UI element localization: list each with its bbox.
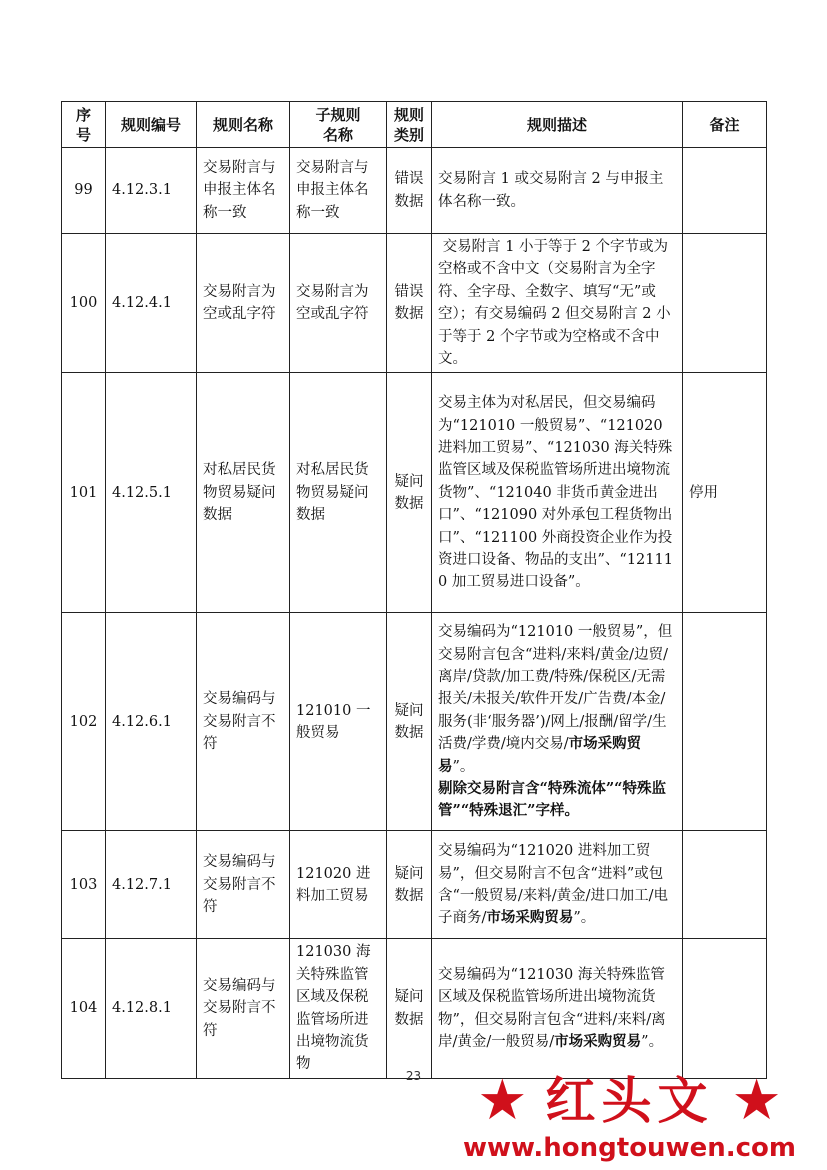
row-note bbox=[683, 613, 767, 831]
table-row bbox=[62, 613, 767, 831]
row-code: 4.12.8.1 bbox=[106, 939, 197, 1078]
page-number: 23 bbox=[405, 1069, 422, 1083]
table-row bbox=[62, 148, 767, 234]
row-index: 103 bbox=[62, 831, 106, 939]
row-sub-name: 交易附言与申报主体名称一致 bbox=[290, 148, 387, 234]
header-type: 规则 类别 bbox=[387, 102, 432, 148]
row-sub-name: 交易附言为空或乱字符 bbox=[290, 234, 387, 373]
row-desc: 交易附言 1 小于等于 2 个字节或为空格或不含中文（交易附言为全字符、全字母、全数字、填写“无”或空）；有交易编码 2 但交易附言 2 小于等于 2 个字节或为空格或不含中文。 bbox=[432, 234, 683, 373]
desc-text: 交易编码为“121010 一般贸易”，但交易附言包含“进料/来料/黄金/边贸/离岸/贷款/加工费/特殊/保税区/无需报关/未报关/软件开发/广告费/本金/服务(非‘服务器’)/网上/报酬/留学/生活费/学费/境内交易/ bbox=[438, 624, 673, 753]
desc-text: 交易编码为“121030 海关特殊监管区域及保税监管场所进出境物流货物”，但交易附言包含“进料/来料/离岸/黄金/一般贸易/ bbox=[438, 966, 666, 1051]
row-index: 104 bbox=[62, 939, 106, 1078]
row-note bbox=[683, 234, 767, 373]
row-desc: 交易主体为对私居民，但交易编码为“121010 一般贸易”、“121020 进料加工贸易”、“121030 海关特殊监管区域及保税监管场所进出境物流货物”、“121040 非货币黄金进出口”、“121090 对外承包工程货物出口”、“121100 外商投资企业作为投资进口设备、物品的支出”、“121110 加工贸易进口设备”。 bbox=[432, 373, 683, 613]
row-type: 错误数据 bbox=[387, 234, 432, 373]
row-type: 疑问数据 bbox=[387, 831, 432, 939]
row-index: 102 bbox=[62, 613, 106, 831]
desc-tail-text: ”。 bbox=[573, 910, 596, 927]
row-name: 交易编码与交易附言不符 bbox=[197, 613, 290, 831]
table-row bbox=[62, 939, 767, 1078]
row-name: 对私居民货物贸易疑问数据 bbox=[197, 373, 290, 613]
row-code: 4.12.5.1 bbox=[106, 373, 197, 613]
row-code: 4.12.7.1 bbox=[106, 831, 197, 939]
star-icon: ★ bbox=[731, 1068, 782, 1133]
row-desc bbox=[432, 939, 683, 1078]
row-name: 交易编码与交易附言不符 bbox=[197, 831, 290, 939]
row-type: 错误数据 bbox=[387, 148, 432, 234]
header-name: 规则名称 bbox=[197, 102, 290, 148]
row-desc bbox=[432, 613, 683, 831]
desc-tail-text: ”。 bbox=[452, 758, 475, 775]
row-name: 交易附言与申报主体名称一致 bbox=[197, 148, 290, 234]
header-index: 序 号 bbox=[62, 102, 106, 148]
desc-tail-text: ”。 bbox=[641, 1034, 664, 1051]
row-sub-name: 对私居民货物贸易疑问数据 bbox=[290, 373, 387, 613]
desc-text: 交易编码为“121020 进料加工贸易”，但交易附言不包含“进料”或包含“一般贸易/来料/黄金/进口加工/电子商务/ bbox=[438, 843, 668, 927]
row-name: 交易编码与交易附言不符 bbox=[197, 939, 290, 1078]
rules-table bbox=[61, 101, 767, 1079]
row-sub-name: 121030 海关特殊监管区域及保税监管场所进出境物流货物 bbox=[290, 939, 387, 1078]
header-desc: 规则描述 bbox=[432, 102, 683, 148]
row-note bbox=[683, 831, 767, 939]
row-code: 4.12.3.1 bbox=[106, 148, 197, 234]
row-note: 停用 bbox=[683, 373, 767, 613]
row-desc: 交易附言 1 或交易附言 2 与申报主体名称一致。 bbox=[432, 148, 683, 234]
row-name: 交易附言为空或乱字符 bbox=[197, 234, 290, 373]
row-type: 疑问数据 bbox=[387, 613, 432, 831]
row-desc bbox=[432, 831, 683, 939]
star-icon: ★ bbox=[477, 1068, 528, 1133]
row-index: 99 bbox=[62, 148, 106, 234]
row-sub-name: 121020 进料加工贸易 bbox=[290, 831, 387, 939]
row-code: 4.12.4.1 bbox=[106, 234, 197, 373]
desc-bold-text: 市场采购贸易 bbox=[486, 909, 574, 927]
watermark-banner bbox=[432, 1068, 827, 1133]
row-note bbox=[683, 939, 767, 1078]
table-row bbox=[62, 831, 767, 939]
row-index: 101 bbox=[62, 373, 106, 613]
row-note bbox=[683, 148, 767, 234]
row-type: 疑问数据 bbox=[387, 939, 432, 1078]
table-row bbox=[62, 373, 767, 613]
row-sub-name: 121010 一般贸易 bbox=[290, 613, 387, 831]
table-row bbox=[62, 234, 767, 373]
header-sub-name: 子规则 名称 bbox=[290, 102, 387, 148]
desc-extra-text: 剔除交易附言含“特殊流体”“特殊监管”“特殊退汇”字样。 bbox=[438, 779, 667, 820]
header-code: 规则编号 bbox=[106, 102, 197, 148]
desc-bold-text: 市场采购贸易 bbox=[438, 735, 642, 775]
row-type: 疑问数据 bbox=[387, 373, 432, 613]
watermark-url: www.hongtouwen.com bbox=[463, 1133, 796, 1163]
watermark-text: 红头文 bbox=[545, 1072, 714, 1130]
header-row bbox=[62, 102, 767, 148]
row-index: 100 bbox=[62, 234, 106, 373]
row-code: 4.12.6.1 bbox=[106, 613, 197, 831]
header-note: 备注 bbox=[683, 102, 767, 148]
desc-bold-text: 市场采购贸易 bbox=[554, 1033, 642, 1051]
